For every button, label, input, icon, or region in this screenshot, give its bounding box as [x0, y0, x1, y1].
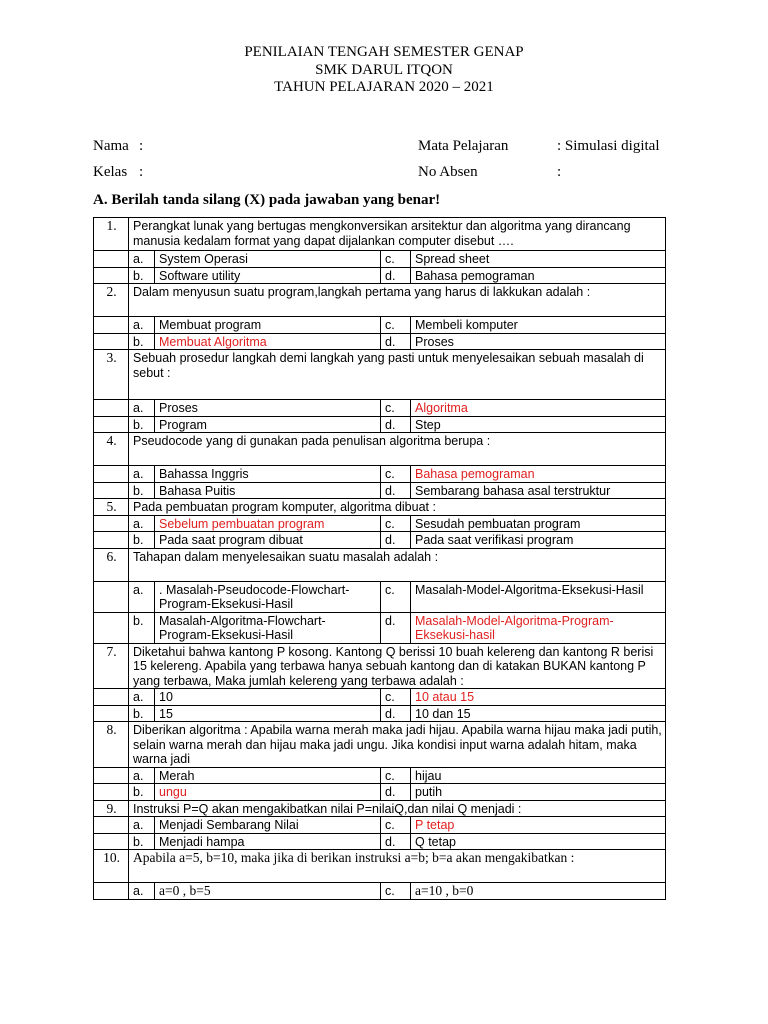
- option-letter: a.: [129, 817, 155, 834]
- question-text: Sebuah prosedur langkah demi langkah yang pasti untuk menyelesaikan sebuah masalah di sebut :: [129, 350, 666, 400]
- option-letter: a.: [129, 400, 155, 417]
- question-text: Dalam menyusun suatu program,langkah pertama yang harus di lakkukan adalah :: [129, 284, 666, 317]
- option-letter: a.: [129, 689, 155, 706]
- options-row: [94, 817, 666, 834]
- school-name: SMK DARUL ITQON: [315, 61, 453, 78]
- correct-option-text: Masalah-Model-Algoritma-Program-Eksekusi-hasil: [411, 612, 666, 643]
- question-table: [93, 217, 666, 900]
- option-text: Pada saat verifikasi program: [411, 532, 666, 549]
- question-row: [94, 218, 666, 251]
- question-number: 2.: [94, 284, 129, 317]
- option-letter: a.: [129, 251, 155, 268]
- options-row: [94, 400, 666, 417]
- question-text: Apabila a=5, b=10, maka jika di berikan instruksi a=b; b=a akan mengakibatkan :: [129, 850, 666, 883]
- option-text: Bahasa pemograman: [411, 267, 666, 284]
- options-row: [94, 784, 666, 801]
- question-row: [94, 850, 666, 883]
- option-letter: a.: [129, 317, 155, 334]
- option-text: Menjadi hampa: [155, 833, 381, 850]
- option-text: hijau: [411, 767, 666, 784]
- option-text: Proses: [155, 400, 381, 417]
- question-number: 6.: [94, 548, 129, 581]
- option-text: Pada saat program dibuat: [155, 532, 381, 549]
- mapel-value: : Simulasi digital: [557, 138, 660, 154]
- option-text: putih: [411, 784, 666, 801]
- option-text: Bahassa Inggris: [155, 466, 381, 483]
- exam-title: PENILAIAN TENGAH SEMESTER GENAP: [244, 44, 524, 60]
- question-text: Instruksi P=Q akan mengakibatkan nilai P=nilaiQ,dan nilai Q menjadi :: [129, 800, 666, 817]
- nama-label: Nama: [93, 138, 129, 154]
- option-letter: c.: [381, 515, 411, 532]
- options-row: [94, 333, 666, 350]
- options-row: [94, 612, 666, 643]
- option-letter: a.: [129, 883, 155, 900]
- option-text: Membuat program: [155, 317, 381, 334]
- option-letter: d.: [381, 833, 411, 850]
- option-letter: b.: [129, 482, 155, 499]
- option-text: Software utility: [155, 267, 381, 284]
- option-letter: c.: [381, 817, 411, 834]
- option-letter: b.: [129, 333, 155, 350]
- option-text: Sembarang bahasa asal terstruktur: [411, 482, 666, 499]
- question-row: [94, 350, 666, 400]
- section-instruction: A. Berilah tanda silang (X) pada jawaban yang benar!: [93, 192, 441, 208]
- correct-option-text: Bahasa pemograman: [411, 466, 666, 483]
- question-text: Diketahui bahwa kantong P kosong. Kantong Q berissi 10 buah kelereng dan kantong R berisi 15 kelereng. Apabila yang terbawa hanya sebuah kantong dan di katakan BUKAN kantong P yang terbawa, Maka jumlah kelereng yang terbawa adalah :: [129, 643, 666, 689]
- kelas-label: Kelas: [93, 164, 128, 180]
- option-text: 10 dan 15: [411, 705, 666, 722]
- options-row: [94, 251, 666, 268]
- option-letter: c.: [381, 466, 411, 483]
- option-text: 15: [155, 705, 381, 722]
- nama-separator: :: [139, 138, 144, 154]
- option-letter: d.: [381, 267, 411, 284]
- option-text: Q tetap: [411, 833, 666, 850]
- options-row: [94, 466, 666, 483]
- options-row: [94, 267, 666, 284]
- option-letter: d.: [381, 482, 411, 499]
- question-number: 5.: [94, 499, 129, 516]
- option-text: a=10 , b=0: [411, 883, 666, 900]
- option-letter: b.: [129, 416, 155, 433]
- option-text: Merah: [155, 767, 381, 784]
- option-text: Bahasa Puitis: [155, 482, 381, 499]
- question-row: [94, 643, 666, 689]
- options-row: [94, 705, 666, 722]
- option-text: Masalah-Algoritma-Flowchart-Program-Eksekusi-Hasil: [155, 612, 381, 643]
- question-text: Pada pembuatan program komputer, algoritma dibuat :: [129, 499, 666, 516]
- question-number: 3.: [94, 350, 129, 400]
- option-text: Program: [155, 416, 381, 433]
- option-text: Sesudah pembuatan program: [411, 515, 666, 532]
- question-row: [94, 722, 666, 768]
- option-letter: b.: [129, 267, 155, 284]
- option-letter: b.: [129, 612, 155, 643]
- option-letter: d.: [381, 333, 411, 350]
- option-text: Step: [411, 416, 666, 433]
- option-letter: c.: [381, 767, 411, 784]
- options-row: [94, 416, 666, 433]
- option-letter: d.: [381, 612, 411, 643]
- options-row: [94, 883, 666, 900]
- option-text: Proses: [411, 333, 666, 350]
- option-letter: d.: [381, 532, 411, 549]
- option-letter: b.: [129, 532, 155, 549]
- correct-option-text: 10 atau 15: [411, 689, 666, 706]
- options-row: [94, 833, 666, 850]
- option-letter: a.: [129, 581, 155, 612]
- options-row: [94, 515, 666, 532]
- question-number: 1.: [94, 218, 129, 251]
- question-number: 8.: [94, 722, 129, 768]
- option-text: . Masalah-Pseudocode-Flowchart-Program-Eksekusi-Hasil: [155, 581, 381, 612]
- option-text: Menjadi Sembarang Nilai: [155, 817, 381, 834]
- options-row: [94, 767, 666, 784]
- option-letter: d.: [381, 784, 411, 801]
- question-row: [94, 499, 666, 516]
- option-letter: a.: [129, 466, 155, 483]
- option-letter: b.: [129, 833, 155, 850]
- option-text: Membeli komputer: [411, 317, 666, 334]
- question-text: Tahapan dalam menyelesaikan suatu masalah adalah :: [129, 548, 666, 581]
- option-text: a=0 , b=5: [155, 883, 381, 900]
- options-row: [94, 317, 666, 334]
- kelas-separator: :: [139, 164, 144, 180]
- option-letter: c.: [381, 581, 411, 612]
- question-text: Pseudocode yang di gunakan pada penulisan algoritma berupa :: [129, 433, 666, 466]
- option-text: Spread sheet: [411, 251, 666, 268]
- question-number: 7.: [94, 643, 129, 689]
- option-letter: d.: [381, 416, 411, 433]
- option-letter: c.: [381, 883, 411, 900]
- option-letter: b.: [129, 784, 155, 801]
- option-letter: c.: [381, 317, 411, 334]
- question-row: [94, 800, 666, 817]
- question-row: [94, 548, 666, 581]
- absen-separator: :: [557, 164, 562, 180]
- question-row: [94, 284, 666, 317]
- question-number: 10.: [94, 850, 129, 883]
- option-letter: c.: [381, 400, 411, 417]
- academic-year: TAHUN PELAJARAN 2020 – 2021: [274, 79, 494, 95]
- option-text: Masalah-Model-Algoritma-Eksekusi-Hasil: [411, 581, 666, 612]
- option-letter: a.: [129, 767, 155, 784]
- exam-header: [0, 44, 768, 97]
- correct-option-text: P tetap: [411, 817, 666, 834]
- question-text: Perangkat lunak yang bertugas mengkonversikan arsitektur dan algoritma yang dirancang manusia kedalam format yang dapat dijalankan computer disebut ….: [129, 218, 666, 251]
- options-row: [94, 689, 666, 706]
- mapel-label: Mata Pelajaran: [418, 138, 509, 154]
- correct-option-text: Sebelum pembuatan program: [155, 515, 381, 532]
- option-text: 10: [155, 689, 381, 706]
- option-letter: b.: [129, 705, 155, 722]
- question-number: 9.: [94, 800, 129, 817]
- option-letter: c.: [381, 251, 411, 268]
- question-text: Diberikan algoritma : Apabila warna merah maka jadi hijau. Apabila warna hijau maka jadi putih, selain warna merah dan hijau maka jadi ungu. Jika kondisi input warna adalah hitam, maka warna jadi: [129, 722, 666, 768]
- option-text: System Operasi: [155, 251, 381, 268]
- option-letter: c.: [381, 689, 411, 706]
- correct-option-text: Membuat Algoritma: [155, 333, 381, 350]
- correct-option-text: Algoritma: [411, 400, 666, 417]
- option-letter: d.: [381, 705, 411, 722]
- question-row: [94, 433, 666, 466]
- options-row: [94, 532, 666, 549]
- question-number: 4.: [94, 433, 129, 466]
- options-row: [94, 482, 666, 499]
- option-letter: a.: [129, 515, 155, 532]
- absen-label: No Absen: [418, 164, 478, 180]
- options-row: [94, 581, 666, 612]
- correct-option-text: ungu: [155, 784, 381, 801]
